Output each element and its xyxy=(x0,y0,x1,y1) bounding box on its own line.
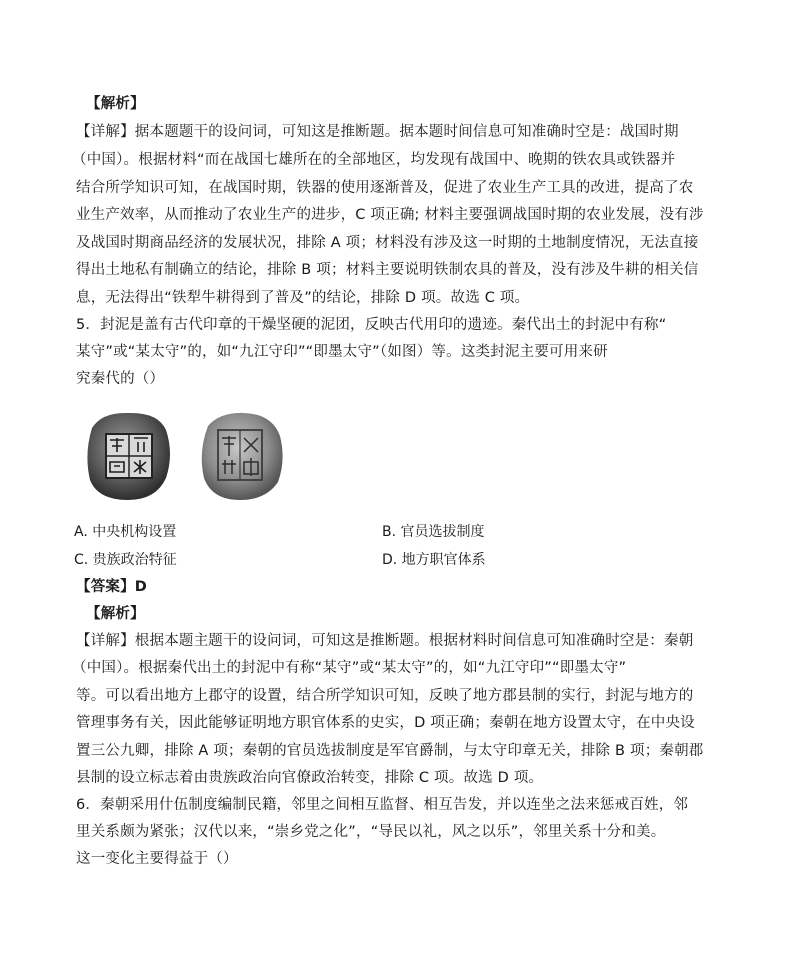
clay-seal-figure xyxy=(80,408,290,503)
explanation-heading: 【解析】 xyxy=(86,96,145,112)
option-c: C. 贵族政治特征 xyxy=(74,552,177,568)
explanation-line: （中国）。根据材料“而在战国七雄所在的全部地区，均发现有战国中、晚期的铁农具或铁器并 xyxy=(72,152,676,168)
explanation-line: 县制的设立标志着由贵族政治向官僚政治转变，排除 C 项。故选 D 项。 xyxy=(76,770,544,786)
explanation-line: 息，无法得出“铁犁牛耕得到了普及”的结论，排除 D 项。故选 C 项。 xyxy=(76,290,530,306)
question-stem-line: 某守”或“某太守”的，如“九江守印”“即墨太守”（如图）等。这类封泥主要可用来研 xyxy=(76,344,608,360)
explanation-heading: 【解析】 xyxy=(86,606,145,622)
question-stem-line: 6．秦朝采用什伍制度编制民籍，邻里之间相互监督、相互告发，并以连坐之法来惩戒百姓，邻 xyxy=(76,797,689,813)
explanation-line: 得出土地私有制确立的结论，排除 B 项；材料主要说明铁制农具的普及，没有涉及牛耕的相关信 xyxy=(76,262,699,278)
question-stem-line: 这一变化主要得益于（） xyxy=(76,851,238,867)
option-b: B. 官员选拔制度 xyxy=(382,524,485,540)
explanation-line: （中国）。根据秦代出土的封泥中有称“某守”或“某太守”的，如“九江守印”“即墨太守” xyxy=(72,660,627,676)
question-stem-line: 究秦代的（） xyxy=(76,371,165,387)
option-d: D. 地方职官体系 xyxy=(382,552,486,568)
answer-label: 【答案】D xyxy=(76,579,148,595)
option-a: A. 中央机构设置 xyxy=(74,524,177,540)
seal-jiujiang-image xyxy=(87,413,170,500)
explanation-line: 及战国时期商品经济的发展状况，排除 A 项；材料没有涉及这一时期的土地制度情况，无法直接 xyxy=(76,235,699,251)
explanation-line: 管理事务有关，因此能够证明地方职官体系的史实，D 项正确；秦朝在地方设置太守，在中央设 xyxy=(76,715,695,731)
explanation-line: 置三公九卿，排除 A 项；秦朝的官员选拔制度是军官爵制，与太守印章无关，排除 B 项；秦朝郡 xyxy=(76,743,704,759)
explanation-line: 业生产效率，从而推动了农业生产的进步，C 项正确; 材料主要强调战国时期的农业发展，没有涉 xyxy=(76,207,704,223)
question-stem-line: 5．封泥是盖有古代印章的干燥坚硬的泥团，反映古代用印的遗迹。秦代出土的封泥中有称“ xyxy=(76,317,667,333)
explanation-line: 【详解】根据本题主题干的设问词，可知这是推断题。根据材料时间信息可知准确时空是：秦朝 xyxy=(76,633,694,649)
explanation-line: 等。可以看出地方上郡守的设置，结合所学知识可知，反映了地方郡县制的实行，封泥与地方的 xyxy=(76,688,694,704)
question-stem-line: 里关系颇为紧张；汉代以来，“崇乡党之化”，“导民以礼，风之以乐”，邻里关系十分和美。 xyxy=(76,824,666,840)
explanation-line: 【详解】据本题题干的设问词，可知这是推断题。据本题时间信息可知准确时空是：战国时期 xyxy=(76,124,679,140)
seal-jimo-image xyxy=(202,413,283,500)
explanation-line: 结合所学知识可知，在战国时期，铁器的使用逐渐普及，促进了农业生产工具的改进，提高了农 xyxy=(76,180,694,196)
